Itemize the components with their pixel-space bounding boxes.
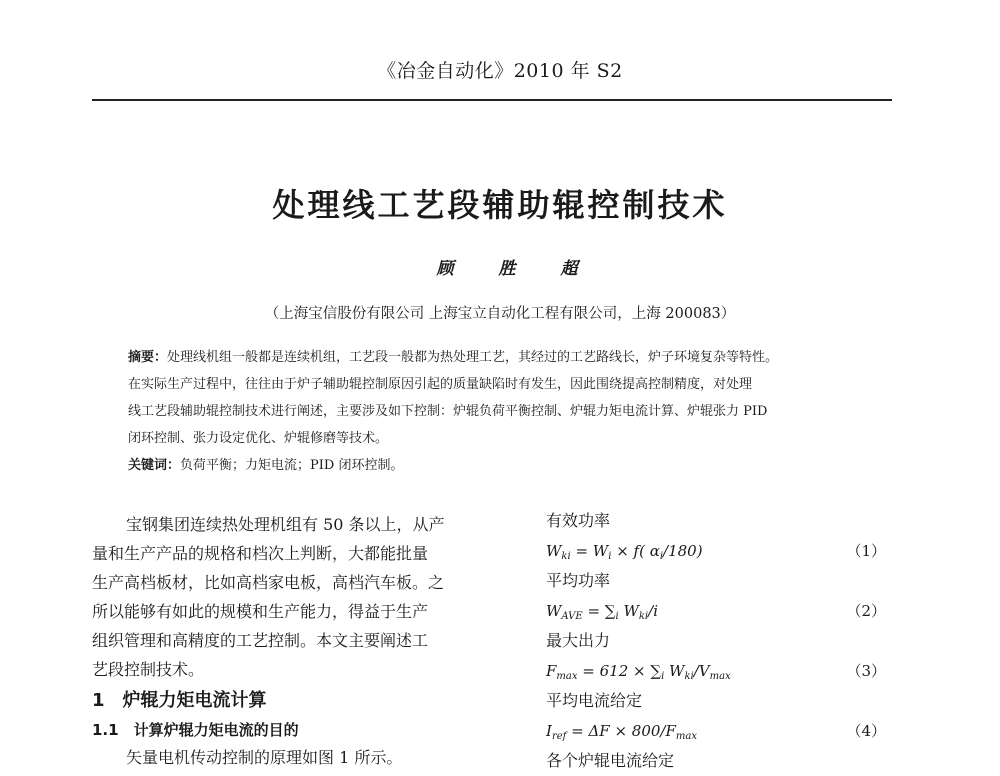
body-right-column <box>546 506 886 776</box>
abstract-label: 摘要： <box>128 350 168 365</box>
formula-label: 各个炉辊电流给定 <box>546 751 675 770</box>
paragraph-line: 组织管理和高精度的工艺控制。本文主要阐述工 <box>92 631 429 650</box>
formula-expression: $W_{AVE} = \sum_i$ $W_{ki}/i$ <box>546 602 658 622</box>
formula-number: （2） <box>846 602 886 620</box>
formula-row <box>546 596 886 626</box>
keywords: 负荷平衡；力矩电流；PID 闭环控制。 <box>180 458 404 473</box>
formula-expression: $F_{max} = 612 \times \sum_i$ $W_{ki}/V_{max}$ <box>546 662 731 682</box>
formula-expression: $W_{ki} = W_i \times f$( $\alpha_i/180$) <box>546 542 703 562</box>
formula-label: 平均功率 <box>546 571 611 590</box>
abstract-line: 线工艺段辅助辊控制技术进行阐述，主要涉及如下控制：炉辊负荷平衡控制、炉辊力矩电流计算、炉辊张力 PID <box>128 404 768 419</box>
affiliation: （上海宝信股份有限公司 上海宝立自动化工程有限公司，上海 200083） <box>264 306 736 322</box>
formula-row <box>546 536 886 566</box>
journal-header: 《冶金自动化》2010 年 S2 <box>377 60 623 82</box>
paragraph-line: 宝钢集团连续热处理机组有 50 条以上，从产 <box>126 515 445 534</box>
formula-number: （1） <box>846 542 886 560</box>
paragraph-line: 生产高档板材，比如高档家电板，高档汽车板。之 <box>92 573 445 592</box>
keywords-label: 关键词： <box>128 458 181 473</box>
paragraph-line: 所以能够有如此的规模和生产能力，得益于生产 <box>92 602 429 621</box>
author: 顾 胜 超 <box>436 259 592 279</box>
formula-label: 有效功率 <box>546 511 611 530</box>
body-left-column <box>92 510 482 772</box>
paragraph-line: 矢量电机传动控制的原理如图 1 所示。 <box>126 748 403 767</box>
subsection-heading: 1.1 计算炉辊力矩电流的目的 <box>92 721 299 739</box>
section-heading: 1 炉辊力矩电流计算 <box>92 690 267 711</box>
paper-title: 处理线工艺段辅助辊控制技术 <box>272 186 728 224</box>
formula-expression: $I_{ref} = \Delta F \times 800/F_{max}$ <box>546 722 697 742</box>
formula-row <box>546 716 886 746</box>
formula-row <box>546 656 886 686</box>
formula-label: 平均电流给定 <box>546 691 643 710</box>
paragraph-line: 量和生产产品的规格和档次上判断，大都能批量 <box>92 544 429 563</box>
keywords-line <box>128 452 870 479</box>
header-rule <box>92 99 892 101</box>
abstract-line: 摘要：处理线机组一般都是连续机组，工艺段一般都为热处理工艺，其经过的工艺路线长，炉子环境复杂等特性。 <box>128 350 779 365</box>
formula-label: 最大出力 <box>546 631 611 650</box>
abstract-line: 闭环控制、张力设定优化、炉辊修磨等技术。 <box>128 431 389 446</box>
formula-number: （3） <box>846 662 886 680</box>
abstract-line: 在实际生产过程中，往往由于炉子辅助辊控制原因引起的质量缺陷时有发生，因此围绕提高控制精度，对处理 <box>128 377 753 392</box>
paragraph-line: 艺段控制技术。 <box>92 660 205 679</box>
abstract <box>128 344 870 479</box>
formula-number: （4） <box>846 722 886 740</box>
